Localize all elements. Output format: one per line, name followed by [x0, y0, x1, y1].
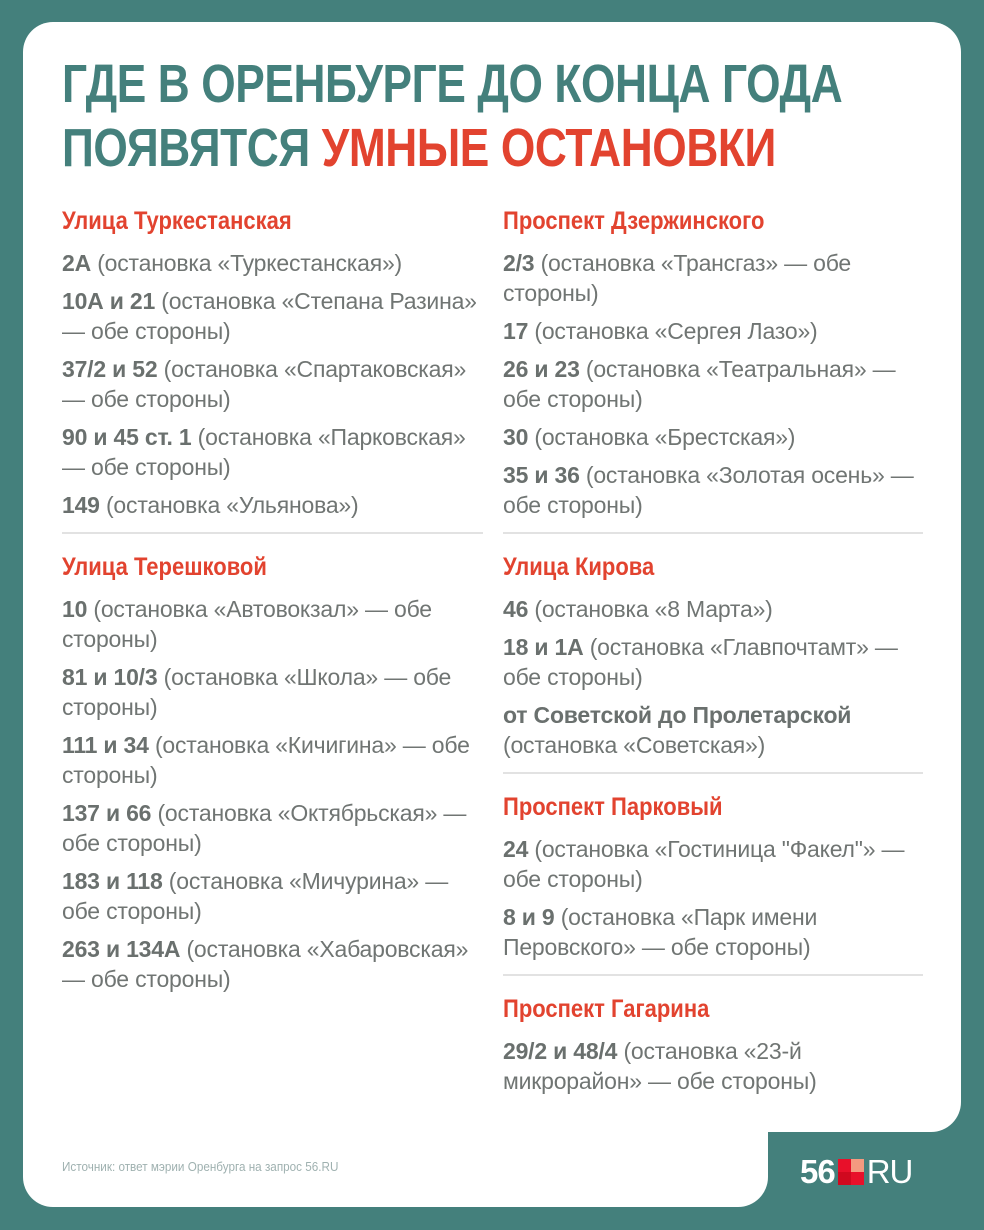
stop-description: (остановка «23-й микрорайон» — обе стороны)	[503, 1038, 817, 1094]
stop-number: 10А и 21	[62, 288, 156, 314]
stop-description: (остановка «Парковская» — обе стороны)	[62, 424, 466, 480]
stop-entry	[62, 594, 483, 654]
logo-number: 56	[800, 1153, 835, 1190]
stop-description: (остановка «Кичигина» — обе стороны)	[62, 732, 470, 788]
stop-entry	[503, 354, 923, 414]
stop-number: 18 и 1А	[503, 634, 584, 660]
card-background-bottom	[23, 1100, 768, 1207]
stop-number: 10	[62, 596, 88, 622]
street-section	[503, 202, 923, 520]
logo-suffix: RU	[866, 1153, 913, 1190]
stop-entry	[62, 490, 482, 520]
stop-number: 81 и 10/3	[62, 664, 158, 690]
stop-entry	[62, 354, 482, 414]
stop-entry	[62, 286, 482, 346]
stop-number: 2/3	[503, 250, 535, 276]
stop-number: 111 и 34	[62, 732, 149, 758]
stop-description: (остановка «Золотая осень» — обе стороны)	[503, 462, 914, 518]
stop-description: (остановка «Брестская»)	[528, 424, 796, 450]
stop-description: (остановка «Театральная» — обе стороны)	[503, 356, 896, 412]
stop-number: 29/2 и 48/4	[503, 1038, 618, 1064]
street-section	[503, 532, 923, 760]
stop-number: 2А	[62, 250, 92, 276]
stop-description: (остановка «Советская»)	[503, 732, 766, 758]
stop-entry	[62, 730, 483, 790]
stop-description: (остановка «Школа» — обе стороны)	[62, 664, 452, 720]
stop-number: 8 и 9	[503, 904, 555, 930]
street-title: Улица Кирова	[503, 553, 655, 581]
stop-number: 90 и 45 ст. 1	[62, 424, 192, 450]
page-title	[62, 52, 842, 180]
stop-entry	[503, 700, 923, 760]
stop-number: 30	[503, 424, 529, 450]
stop-description: (остановка «8 Марта»)	[528, 596, 773, 622]
stop-description: (остановка «Гостиница "Факел"» — обе стороны)	[503, 836, 905, 892]
stop-description: (остановка «Степана Разина» — обе стороны)	[62, 288, 477, 344]
stop-number: 183 и 118	[62, 868, 163, 894]
street-title: Проспект Парковый	[503, 793, 723, 821]
stop-entry	[503, 248, 923, 308]
street-section	[503, 772, 923, 962]
stop-description: (остановка «Главпочтамт» — обе стороны)	[503, 634, 898, 690]
street-title: Улица Туркестанская	[62, 207, 292, 235]
stop-number: 35 и 36	[503, 462, 580, 488]
stop-entry	[503, 460, 923, 520]
red-squares-icon	[838, 1159, 864, 1185]
stop-description: (остановка «Парк имени Перовского» — обе стороны)	[503, 904, 818, 960]
stop-entry	[503, 632, 923, 692]
stop-number: 149	[62, 492, 100, 518]
street-section	[62, 202, 482, 520]
stop-description: (остановка «Туркестанская»)	[91, 250, 403, 276]
stop-number: 26 и 23	[503, 356, 580, 382]
stop-description: (остановка «Ульянова»)	[99, 492, 359, 518]
stop-entry	[62, 866, 483, 926]
stop-entry	[503, 834, 923, 894]
street-title: Проспект Дзержинского	[503, 207, 765, 235]
street-section	[503, 974, 923, 1096]
stop-entry	[503, 422, 923, 452]
stop-number: 24	[503, 836, 529, 862]
stop-entry	[503, 594, 923, 624]
stop-description: (остановка «Октябрьская» — обе стороны)	[62, 800, 467, 856]
stop-number: 263 и 134А	[62, 936, 181, 962]
street-title: Улица Терешковой	[62, 553, 267, 581]
stop-entry	[62, 798, 483, 858]
right-column	[503, 202, 923, 1096]
stop-entry	[62, 934, 483, 994]
stop-number: 137 и 66	[62, 800, 152, 826]
stop-number: от Советской до Пролетарской	[503, 702, 852, 728]
stop-entry	[62, 422, 482, 482]
stop-description: (остановка «Спартаковская» — обе стороны)	[62, 356, 467, 412]
stop-number: 17	[503, 318, 529, 344]
stop-description: (остановка «Мичурина» — обе стороны)	[62, 868, 449, 924]
street-section	[62, 532, 483, 994]
stop-entry	[503, 316, 923, 346]
stop-description: (остановка «Сергея Лазо»)	[528, 318, 818, 344]
stop-description: (остановка «Трансгаз» — обе стороны)	[503, 250, 852, 306]
stop-number: 37/2 и 52	[62, 356, 158, 382]
street-title: Проспект Гагарина	[503, 995, 710, 1023]
stop-entry	[62, 248, 482, 278]
stop-description: (остановка «Автовокзал» — обе стороны)	[62, 596, 432, 652]
stop-number: 46	[503, 596, 529, 622]
site-logo[interactable]	[800, 1155, 912, 1189]
title-line-2-accent: УМНЫЕ ОСТАНОВКИ	[321, 118, 776, 178]
stop-entry	[503, 1036, 923, 1096]
title-line-2-prefix: ПОЯВЯТСЯ	[62, 118, 322, 178]
stop-entry	[503, 902, 923, 962]
title-line-1: ГДЕ В ОРЕНБУРГЕ ДО КОНЦА ГОДА	[62, 54, 843, 114]
stop-description: (остановка «Хабаровская» — обе стороны)	[62, 936, 469, 992]
source-note: Источник: ответ мэрии Оренбурга на запрос 56.RU	[62, 1159, 339, 1174]
left-column	[62, 202, 482, 994]
stop-entry	[62, 662, 483, 722]
